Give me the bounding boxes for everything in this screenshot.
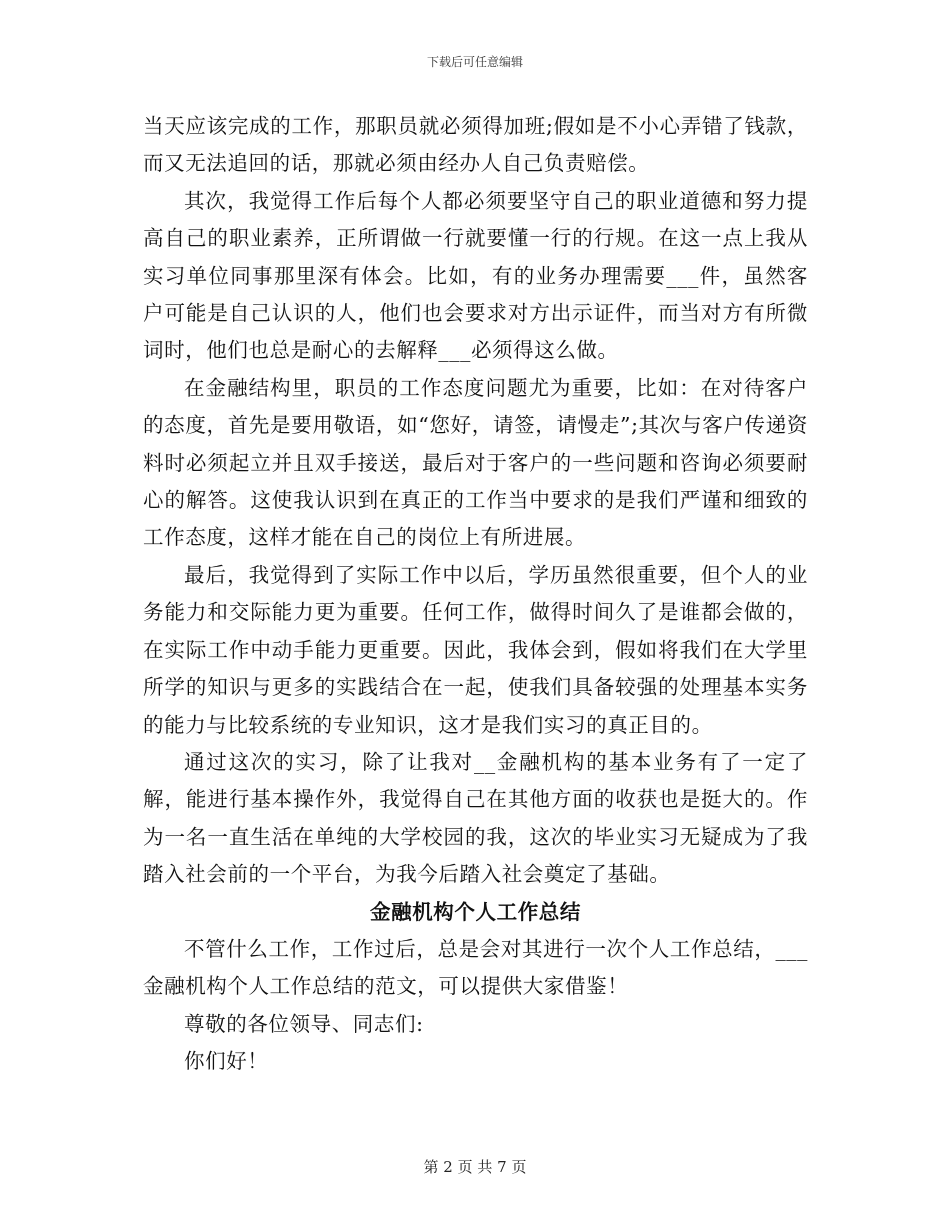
paragraph-5: 通过这次的实习，除了让我对__金融机构的基本业务有了一定了解，能进行基本操作外，我觉得自己在其他方面的收获也是挺大的。作为一名一直生活在单纯的大学校园的我，这次的毕业实习无疑成为了我踏入社会前的一个平台，为我今后踏入社会奠定了基础。 (143, 749, 808, 887)
paragraph-1: 当天应该完成的工作，那职员就必须得加班;假如是不小心弄错了钱款，而又无法追回的话，那就必须由经办人自己负责赔偿。 (143, 114, 808, 176)
section-heading: 金融机构个人工作总结 (370, 899, 581, 924)
page-footer: 第 2 页 共 7 页 (423, 1158, 527, 1176)
page-header: 下载后可任意编辑 (426, 55, 523, 69)
document-body (143, 108, 808, 1081)
salutation: 尊敬的各位领导、同志们: (184, 1011, 424, 1036)
paragraph-3: 在金融结构里，职员的工作态度问题尤为重要，比如：在对待客户的态度，首先是要用敬语，如“您好，请签，请慢走”;其次与客户传递资料时必须起立并且双手接送，最后对于客户的一些问题和咨询必须要耐心的解答。这使我认识到在真正的工作当中要求的是我们严谨和细致的工作态度，这样才能在自己的岗位上有所进展。 (143, 375, 808, 550)
paragraph-6: 不管什么工作，工作过后，总是会对其进行一次个人工作总结，___金融机构个人工作总结的范文，可以提供大家借鉴！ (143, 936, 808, 999)
greeting: 你们好！ (184, 1049, 269, 1074)
paragraph-2: 其次，我觉得工作后每个人都必须要坚守自己的职业道德和努力提高自己的职业素养，正所谓做一行就要懂一行的行规。在这一点上我从实习单位同事那里深有体会。比如，有的业务办理需要___件，虽然客户可能是自己认识的人，他们也会要求对方出示证件，而当对方有所微词时，他们也总是耐心的去解释___必须得这么做。 (143, 188, 808, 363)
paragraph-4: 最后，我觉得到了实际工作中以后，学历虽然很重要，但个人的业务能力和交际能力更为重要。任何工作，做得时间久了是谁都会做的，在实际工作中动手能力更重要。因此，我体会到，假如将我们在大学里所学的知识与更多的实践结合在一起，使我们具备较强的处理基本实务的能力与比较系统的专业知识，这才是我们实习的真正目的。 (143, 562, 808, 737)
